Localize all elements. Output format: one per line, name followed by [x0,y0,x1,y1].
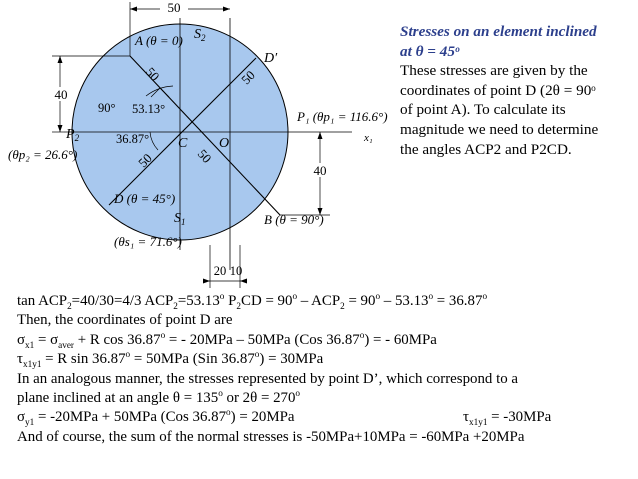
radius-label-upper-left: 50 [142,64,163,84]
angle-5313-label: 53.13° [132,102,166,116]
o-label: O [219,136,230,151]
dim-bottom-10-label: 10 [229,264,243,278]
text-line-analogous: In an analogous manner, the stresses represented by point D’, which correspond to a [17,370,518,387]
thetas1-label: (θs₁ = 71.6°) [114,234,182,249]
angle-3687-label: 36.87° [116,132,150,146]
side-text-line: the angles ACP2 and P2CD. [400,140,572,158]
dim-bottom-arrow-a [203,279,210,284]
dim-bottom-arrow-b [240,279,247,284]
dim-right-arrow-top [318,132,323,139]
dim-right-label: 40 [313,163,327,178]
equations-block [17,292,637,447]
s1-label: $S_1$ [174,211,186,227]
side-heading-line2: at θ = 45ᵒ [400,42,460,60]
c-label: C [178,136,188,151]
dim-top-arrow-left [130,7,137,12]
radius-label-upper-right: 50 [238,67,258,88]
dim-top-arrow-right [223,7,230,12]
text-line-plane-angle: plane inclined at an angle $\theta = 135^o$ or $2\theta = 270^o$ [17,388,301,407]
dim-left-arrow-top [58,56,63,63]
side-text-line: coordinates of point D (2θ = 90ᵒ [400,81,596,99]
text-line-sum-normal-stresses: And of course, the sum of the normal stresses is -50MPa+10MPa = -60MPa +20MPa [17,428,525,445]
dprime-label: D′ [264,51,278,66]
p1-label: P₁ (θp₁ = 116.6°) [297,109,388,124]
side-text-line: of point A). To calculate its [400,101,566,119]
dim-top-label: 50 [167,0,181,15]
side-heading-line1: Stresses on an element inclined [400,23,597,40]
tau-x1y1-result: $\tau_{x1y1} = -30MPa$ [463,409,552,428]
side-explanation [400,22,636,159]
angle-90-label: 90° [98,101,116,115]
equation-line-tan: $\tan ACP_2=40/30=4/3$ $ACP_2=53.13^o$ $P_2CD = 90^o - ACP_2 = 90^o - 53.13^o = 36.87^o$ [17,291,488,311]
equation-line-sigma-x1: $\sigma_{x1} = \sigma_{aver} + R$ $\cos 36.87^o$ = - 20MPa – 50MPa (Cos $36.87^o$) = - 60MPa [17,329,437,350]
text-line-coordinates: Then, the coordinates of point D are [17,312,233,329]
radius-label-lower-left: 50 [135,150,155,171]
s2-label: $S_2$ [194,27,206,43]
thetap2-label: (θp₂ = 26.6°) [8,147,78,162]
dim-left-label: 40 [54,87,68,102]
equation-line-tau-x1y1: $\tau_{x1y1} = R$ $\sin 36.87^o = 50MPa$ (Sin $36.87^o) = 30MPa$ [17,349,324,370]
radius-label-lower-right: 50 [194,146,215,166]
side-text-line: These stresses are given by the [400,62,588,80]
p2-label: $P_2$ [66,127,80,143]
point-a-label: A (θ = 0) [135,33,183,48]
equation-line-sigma-y1: $\sigma_{y1} = -20MPa + 50MPa$ (Cos $36.87^o) = 20MPa$ $\tau_{x1y1} = -30MPa$ [17,407,552,428]
point-d-label: D (θ = 45°) [114,191,176,206]
dim-bottom-20-label: 20 [213,264,227,278]
dim-left-arrow-bottom [58,125,63,132]
x1-label: x₁ [364,132,373,144]
side-text-line: magnitude we need to determine [400,120,599,138]
point-b-label: B (θ = 90°) [264,212,324,227]
mohr-circle-diagram [0,0,400,290]
